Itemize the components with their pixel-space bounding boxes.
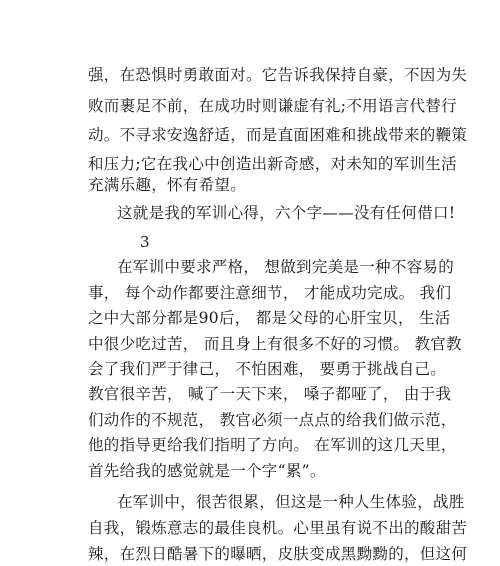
text-line-9: 事， 每个动作都要注意细节， 才能成功完成。 我们 (88, 284, 452, 302)
text-line-6: 这就是我的军训心得，六个字——没有任何借口! (117, 204, 456, 222)
text-line-12: 会了我们严于律己， 不怕困难， 要勇于挑战自己。 (88, 360, 447, 378)
text-line-11: 中很少吃过苦， 而且身上有很多不好的习惯。 教官教 (88, 335, 462, 353)
text-line-17: 在军训中，很苦很累，但这是一种人生体验，战胜 (117, 493, 465, 511)
text-line-14: 们动作的不规范， 教官必须一点点的给我们做示范， (88, 411, 457, 429)
section-number: 3 (140, 233, 150, 251)
text-line-19: 辣，在烈日酷暑下的曝晒，皮肤变成黑黝黝的，但这何 (88, 545, 468, 563)
text-line-18: 自我，锻炼意志的最佳良机。心里虽有说不出的酸甜苦 (88, 519, 468, 537)
text-line-4: 和压力;它在我心中创造出新奇感，对未知的军训生活 (88, 155, 457, 173)
text-line-10: 之中大部分都是90后， 都是父母的心肝宝贝， 生活 (88, 309, 451, 327)
text-line-5: 充满乐趣，怀有希望。 (88, 176, 247, 194)
text-line-13: 教官很辛苦， 喊了一天下来， 嗓子都哑了， 由于我 (88, 385, 452, 403)
text-line-2: 败而裹足不前，在成功时则谦虚有礼;不用语言代替行 (88, 97, 457, 115)
text-line-3: 动。不寻求安逸舒适，而是直面困难和挑战带来的鞭策 (88, 126, 468, 144)
text-line-1: 强，在恐惧时勇敢面对。它告诉我保持自豪，不因为失 (88, 66, 468, 84)
text-line-8: 在军训中要求严格， 想做到完美是一种不容易的 (117, 258, 455, 276)
text-line-15: 他的指导更给我们指明了方向。 在军训的这几天里， (88, 436, 457, 454)
text-line-16: 首先给我的感觉就是一个字“累”。 (88, 462, 326, 480)
